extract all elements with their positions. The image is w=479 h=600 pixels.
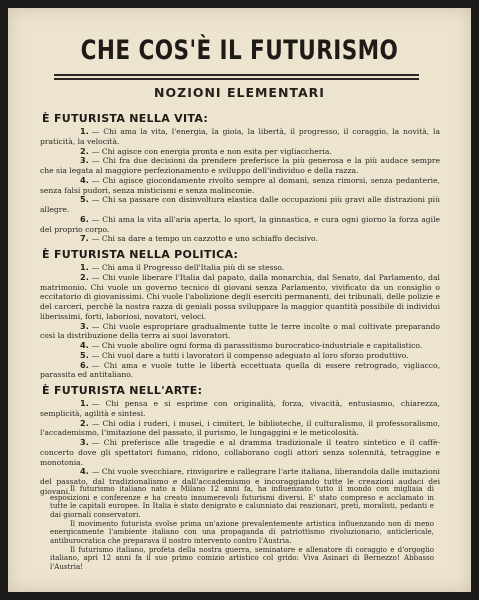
item-number: 3. bbox=[80, 155, 89, 166]
list-item bbox=[40, 419, 440, 439]
closing-paragraph: Il movimento futurista svolse prima un'azione prevalentemente artistica influenzando non di meno energicamente l'ambiente italiano con una propaganda di patriottismo rivoluzionario, anticlericale, antiburocratica che preparava il nostro intervento contro l'Austria. bbox=[50, 518, 434, 545]
item-number: 1. bbox=[80, 398, 89, 408]
item-number: 6. bbox=[80, 359, 89, 370]
page-subtitle: NOZIONI ELEMENTARI bbox=[154, 85, 325, 100]
list-item bbox=[40, 176, 440, 196]
item-number: 2. bbox=[80, 417, 89, 428]
item-text: — Chi vuole liberare l'Italia dal papato, dalla monarchia, dal Senato, dal Parlamento, dal matrimonio. Chi vuole un governo tecnico di giovani senza Parlamento, vivificato da un consiglio o eccitatorio di giovanissimi. Chi vuole l'abolizione degli eserciti permanenti, dei tribunali, delle polizie e del carceri, perchè la nostra razza di geniali possa sviluppare la maggior quantità possibile di individui liberissimi, forti, laboriosi, novatori, veloci. bbox=[40, 272, 440, 321]
item-number: 4. bbox=[80, 340, 89, 350]
item-text: — Chi vuole abolire ogni forma di parassitismo burocratico-industriale e capitalistico. bbox=[91, 341, 423, 350]
item-number: 2. bbox=[80, 145, 89, 156]
item-text: — Chi pensa e si esprime con originalità, forza, vivacità, entusiasmo, chiarezza, semplicità, agilità e sintesi. bbox=[40, 399, 440, 418]
item-number: 6. bbox=[80, 213, 89, 224]
list-item bbox=[40, 399, 440, 419]
list-item bbox=[40, 147, 440, 157]
list-item bbox=[40, 351, 440, 361]
item-text: — Chi vuole svecchiare, rinvigorire e rallegrare l'arte italiana, liberandola dalle imitazioni del passato, dal tradizionalismo e dall'accademismo e incoraggiando tutte le creazioni audaci dei giovani. bbox=[40, 467, 440, 496]
item-number: 3. bbox=[80, 320, 89, 331]
sections-container bbox=[40, 112, 440, 497]
title-rule-bottom bbox=[54, 78, 419, 80]
item-text: — Chi sa dare a tempo un cazzotto e uno schiaffo decisivo. bbox=[91, 234, 318, 244]
item-number: 1. bbox=[80, 262, 89, 272]
list-item bbox=[40, 263, 440, 273]
item-text: — Chi ama la vita all'aria aperta, lo sport, la ginnastica, e cura ogni giorno la forza agile del proprio corpo. bbox=[40, 214, 440, 234]
item-text: — Chi fra due decisioni da prendere preferisce la più generosa e la più audace sempre che sia legata al maggiore perfezionamento e sviluppo dell'individuo e della razza. bbox=[40, 156, 440, 175]
item-number: 4. bbox=[80, 174, 89, 185]
list-item bbox=[40, 361, 440, 381]
list-item bbox=[40, 127, 440, 147]
item-text: — Chi vuole espropriare gradualmente tutte le terre incolte o mal coltivate preparando così la distribuzione della terra ai suoi lavoratori. bbox=[40, 321, 440, 341]
closing-paragraph: Il futurismo italiano, profeta della nostra guerra, seminatore e allenatore di coraggio e d'orgoglio italiano, aprì 12 anni fa il suo primo comizio artistico col grido: Viva Asinari di Bernezzo! Abbasso l'Austria! bbox=[50, 544, 434, 571]
page-title: CHE COS'È IL FUTURISMO bbox=[80, 35, 399, 66]
item-number: 3. bbox=[80, 437, 89, 447]
item-text: — Chi agisce con energia pronta e non esita per vigliaccheria. bbox=[91, 146, 332, 156]
closing-paragraph: Il futurismo italiano nato a Milano 12 anni fa, ha influenzato tutto il mondo con migliaia di esposizioni e conferenze e ha creato innumerevoli futurismi diversi. E' stato compreso e acclamato in tutte le capitali europee. In Italia è stato denigrato e calunniato dai reazionari, preti, moralisti, pedanti e dai giornali conservatori. bbox=[50, 484, 434, 519]
item-text: — Chi odia i ruderi, i musei, i cimiteri, le biblioteche, il culturalismo, il professoralismo, l'accademismo, l'imitazione del passato, il purismo, le lungaggini e le meticolosità. bbox=[40, 418, 440, 438]
item-number: 4. bbox=[80, 466, 89, 477]
item-number: 1. bbox=[80, 126, 89, 136]
list-item bbox=[40, 438, 440, 467]
item-text: — Chi sa passare con disinvoltura elastica dalle occupazioni più gravi alle distrazioni più allegre. bbox=[40, 195, 440, 214]
item-text: — Chi preferisce alle tragedie e al dramma tradizionale il teatro sintetico e il caffè-concerto dove gli spettatori fumano, ridono, collaborano cogli attori senza solennità, tetraggine e monotonia. bbox=[40, 438, 440, 467]
list-item bbox=[40, 273, 440, 322]
section-heading: È FUTURISTA NELL'ARTE: bbox=[42, 384, 203, 397]
item-number: 7. bbox=[80, 233, 89, 244]
item-number: 5. bbox=[80, 194, 89, 205]
closing-text bbox=[50, 485, 434, 572]
list-item bbox=[40, 156, 440, 176]
item-text: — Chi ama e vuole tutte le libertà eccettuata quella di essere retrogrado, vigliacco, parassita ed antitaliano. bbox=[40, 360, 440, 380]
list-item bbox=[40, 215, 440, 235]
manifesto-sheet bbox=[8, 8, 471, 592]
list-item bbox=[40, 322, 440, 342]
list-item bbox=[40, 234, 440, 244]
list-item bbox=[40, 195, 440, 215]
item-text: — Chi agisce giocondamente rivolto sempre al domani, senza rimorsi, senza pedanterie, senza falsi pudori, senza misticismi e senza malinconie. bbox=[40, 175, 440, 195]
section-heading: È FUTURISTA NELLA VITA: bbox=[42, 112, 209, 125]
item-number: 2. bbox=[80, 271, 89, 282]
list-item bbox=[40, 341, 440, 351]
title-rule-top bbox=[54, 74, 419, 76]
item-text: — Chi ama il Progresso dell'Italia più di se stesso. bbox=[91, 263, 285, 272]
item-text: — Chi ama la vita, l'energia, la gioia, la libertà, il progresso, il coraggio, la novità, la praticità, la velocità. bbox=[40, 127, 440, 146]
item-text: — Chi vuol dare a tutti i lavoratori il compenso adeguato al loro sforzo produttivo. bbox=[91, 350, 409, 360]
section-heading: È FUTURISTA NELLA POLITICA: bbox=[42, 248, 239, 261]
item-number: 5. bbox=[80, 349, 89, 360]
